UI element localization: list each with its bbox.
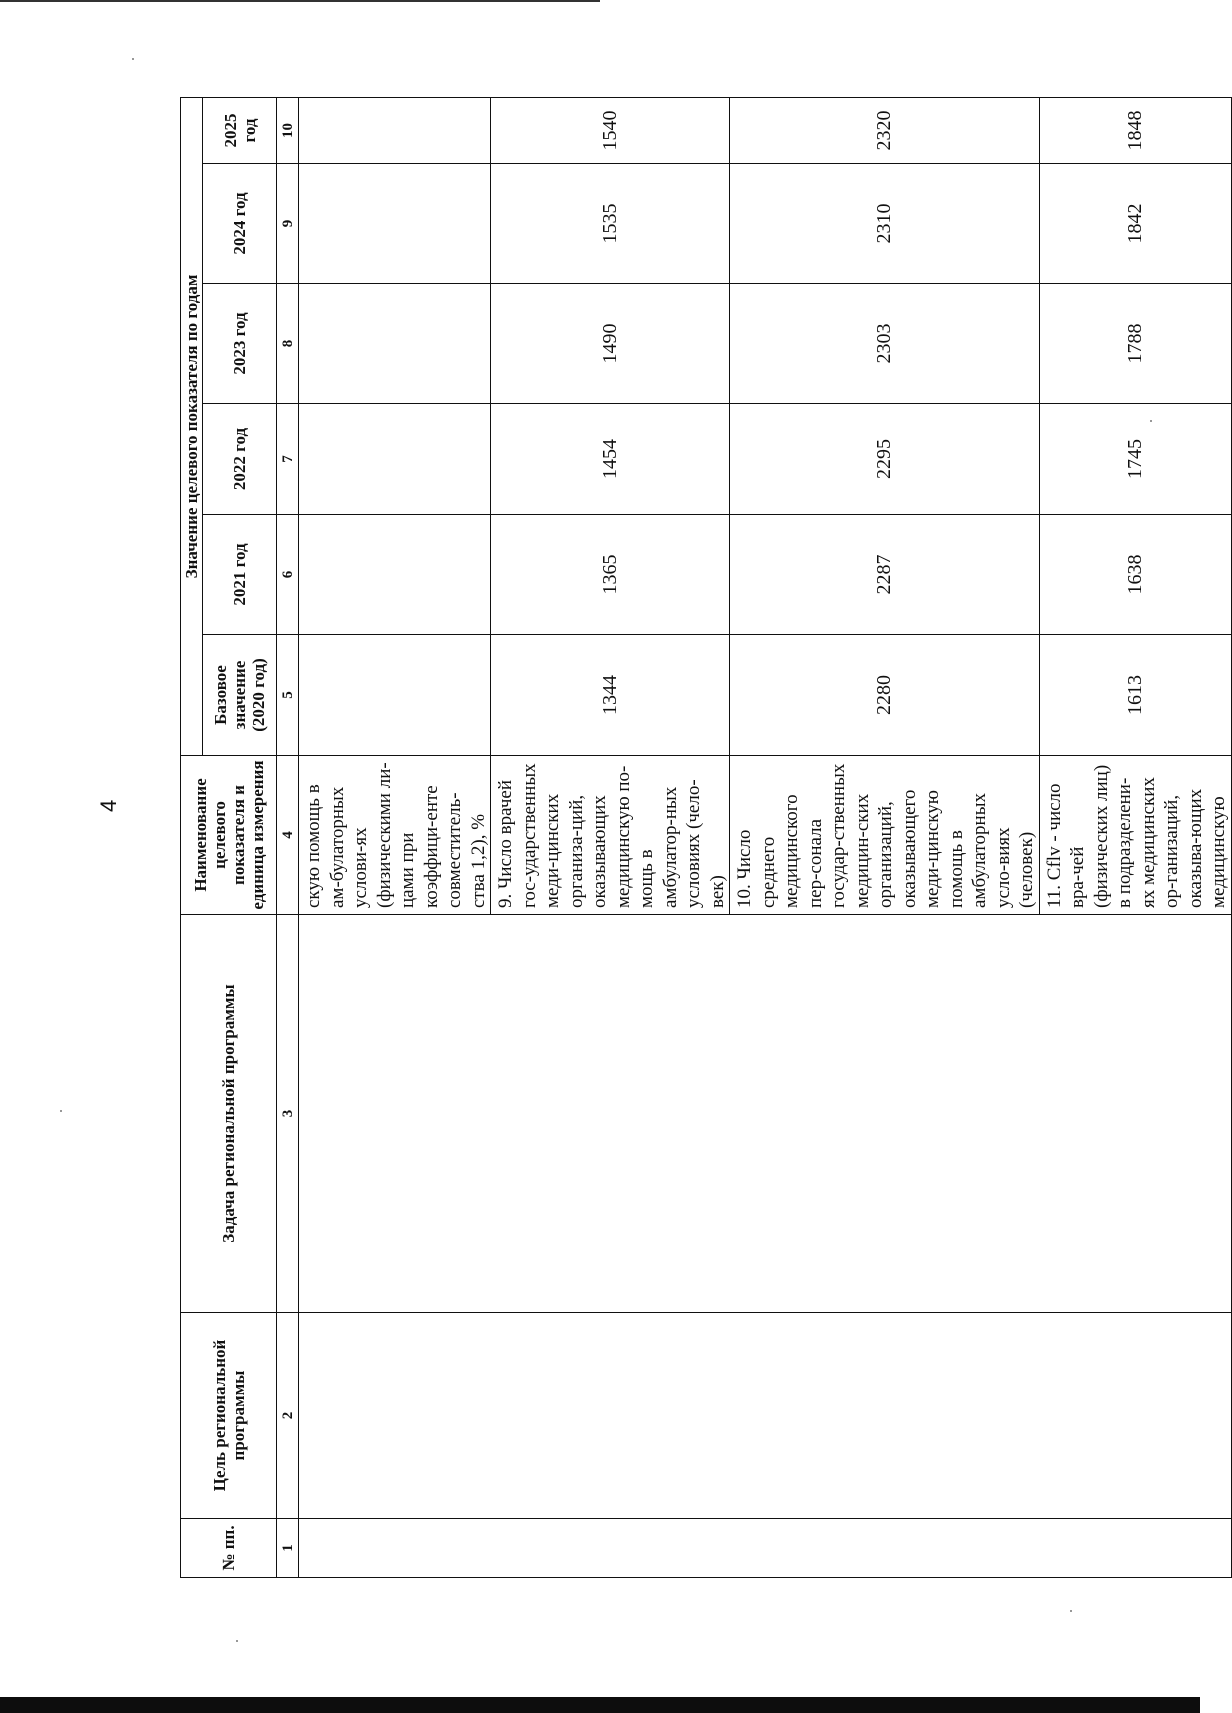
- value-2023: [299, 284, 491, 404]
- column-number: 7: [277, 404, 299, 515]
- column-number: 9: [277, 164, 299, 284]
- scan-speck: [132, 58, 134, 60]
- column-number: 4: [277, 756, 299, 915]
- header-values-group: Значение целевого показателя по годам: [181, 97, 203, 755]
- header-goal: Цель региональной программы: [181, 1313, 277, 1519]
- value-2022: 2295: [730, 404, 1040, 515]
- page-number: 4: [96, 799, 121, 812]
- header-year-2022: 2022 год: [203, 404, 277, 515]
- header-task: Задача региональной программы: [181, 915, 277, 1313]
- value-2024: 1842: [1039, 164, 1231, 284]
- column-number: 6: [277, 515, 299, 635]
- header-year-2024: 2024 год: [203, 164, 277, 284]
- value-2022: [299, 404, 491, 515]
- column-number: 10: [277, 97, 299, 163]
- value-2023: 2303: [730, 284, 1040, 404]
- value-2025: [299, 97, 491, 163]
- header-year-2021: 2021 год: [203, 515, 277, 635]
- value-2023: 1490: [491, 284, 730, 404]
- base-value: 1344: [491, 635, 730, 756]
- table-row: [299, 97, 491, 1577]
- value-2025: 1540: [491, 97, 730, 163]
- value-2021: 2287: [730, 515, 1040, 635]
- column-number: 8: [277, 284, 299, 404]
- indicator-name: 10. Число среднего медицинского пер-сонала государ-ственных медицин-ских организаций, оказывающего меди-цинскую помощь в амбулаторных усло-виях (человек): [730, 756, 1040, 915]
- column-number: 3: [277, 915, 299, 1313]
- header-base-value: Базовое значение (2020 год): [203, 635, 277, 756]
- indicator-table: [180, 97, 1232, 1578]
- scan-speck: [236, 1640, 238, 1642]
- scan-speck: [60, 1110, 62, 1112]
- table-header: [181, 97, 277, 1577]
- header-year-2023: 2023 год: [203, 284, 277, 404]
- value-2023: 1788: [1039, 284, 1231, 404]
- value-2024: 1535: [491, 164, 730, 284]
- base-value: [299, 635, 491, 756]
- header-year-2025: 2025 год: [203, 97, 277, 163]
- header-indicator-name: Наименование целевого показателя и единица измерения: [181, 756, 277, 915]
- value-2025: 2320: [730, 97, 1040, 163]
- column-number: 5: [277, 635, 299, 756]
- cell-number: [299, 1519, 1232, 1578]
- value-2022: 1454: [491, 404, 730, 515]
- cell-goal: [299, 1313, 1232, 1519]
- column-number-row: [277, 97, 299, 1577]
- cell-task: [299, 915, 1232, 1313]
- indicator-table-rotated: [180, 98, 1229, 1578]
- base-value: 2280: [730, 635, 1040, 756]
- column-number: 2: [277, 1313, 299, 1519]
- value-2024: [299, 164, 491, 284]
- value-2024: 2310: [730, 164, 1040, 284]
- value-2021: 1365: [491, 515, 730, 635]
- scan-speck: [1070, 1610, 1072, 1612]
- indicator-name: 9. Число врачей гос-ударственных меди-цинских организа-ций, оказывающих медицинскую по-мощь в амбулатор-ных условиях (чело-век): [491, 756, 730, 915]
- value-2021: [299, 515, 491, 635]
- base-value: 1613: [1039, 635, 1231, 756]
- value-2021: 1638: [1039, 515, 1231, 635]
- column-number: 1: [277, 1519, 299, 1578]
- header-number: № пп.: [181, 1519, 277, 1578]
- indicator-name: 11. Сflv - число вра-чей (физических лиц) в подразделени-ях медицинских ор-ганизаций, оказыва-ющих медицинскую: [1039, 756, 1231, 915]
- value-2025: 1848: [1039, 97, 1231, 163]
- value-2022: 1745: [1039, 404, 1231, 515]
- scan-edge-top: [0, 0, 600, 2]
- indicator-name: скую помощь в ам-булаторных услови-ях (физическими ли-цами при коэффици-енте совместитель-ства 1,2), %: [299, 756, 491, 915]
- scan-edge-bottom: [0, 1697, 1200, 1713]
